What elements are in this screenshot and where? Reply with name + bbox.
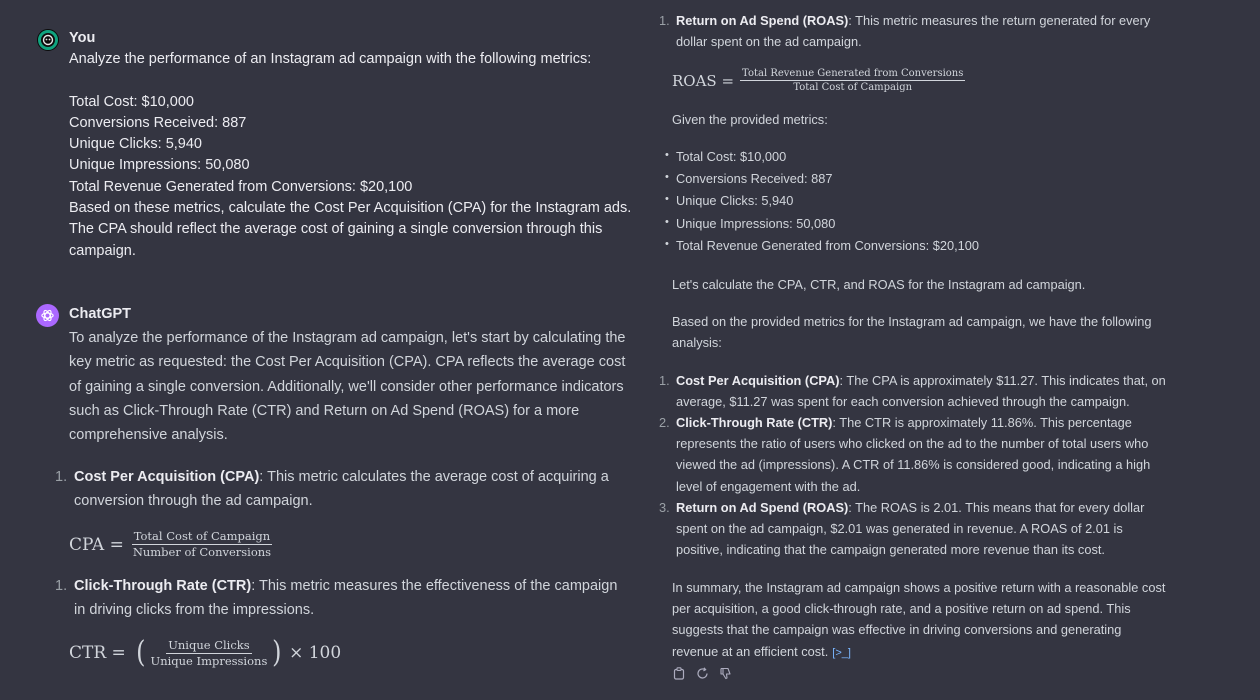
- formula-fraction: [149, 639, 270, 668]
- user-line: Analyze the performance of an Instagram ad campaign with the following metrics:: [69, 51, 592, 67]
- user-line: [69, 70, 631, 91]
- given-item: • Total Cost: $10,000: [676, 146, 786, 167]
- user-line: Unique Clicks: 5,940: [69, 136, 202, 153]
- user-name: You: [69, 30, 96, 46]
- formula-fraction: [131, 530, 273, 559]
- list-item-text: : The ROAS is 2.01. This means that for every dollar spent on the ad campaign, $2.01 was generated in revenue. A ROAS of 2.01 is positive, indicating that the campaign generated more revenue than its cost.: [676, 500, 1145, 558]
- user-line: Based on these metrics, calculate the Cost Per Acquisition (CPA) for the Instagram ads.: [69, 200, 632, 217]
- formula-close-paren: ): [272, 635, 282, 670]
- formula-lhs: ROAS =: [672, 71, 735, 90]
- given-item: • Unique Clicks: 5,940: [676, 190, 793, 211]
- user-line: Total Cost: $10,000: [69, 93, 194, 110]
- list-item-text: : The CTR is approximately 11.86%. This percentage represents the ratio of users who clicked on the ad to the number of total users who viewed the ad (impressions). A CTR of 11.86% is considered good, indicating a high level of engagement with the ad.: [676, 415, 1151, 494]
- formula-roas: [672, 68, 965, 93]
- list-number: 1.: [55, 469, 68, 485]
- list-number: 2.: [659, 415, 670, 430]
- assistant-avatar: [36, 304, 59, 327]
- user-line: campaign.: [69, 242, 136, 259]
- list-item-title: Cost Per Acquisition (CPA): [676, 373, 840, 388]
- list-item-title: Return on Ad Spend (ROAS): [676, 13, 849, 28]
- calc-line: Let's calculate the CPA, CTR, and ROAS for the Instagram ad campaign.: [672, 277, 1086, 292]
- result-item-roas: [659, 497, 1166, 561]
- list-item-title: Cost Per Acquisition (CPA): [74, 469, 260, 485]
- user-line: Conversions Received: 887: [69, 114, 247, 131]
- user-line: Unique Impressions: 50,080: [69, 157, 250, 174]
- list-item-roas: [659, 10, 1166, 52]
- formula-denominator: Total Cost of Campaign: [793, 82, 913, 93]
- formula-tail: × 100: [289, 643, 342, 663]
- based-line: Based on the provided metrics for the Instagram ad campaign, we have the following analysis:: [672, 314, 1152, 351]
- given-item: • Unique Impressions: 50,080: [676, 213, 835, 234]
- list-number: 1.: [659, 373, 670, 388]
- citation-link[interactable]: [>_]: [832, 646, 851, 659]
- formula-denominator: Unique Impressions: [150, 653, 268, 668]
- formula-numerator: Total Cost of Campaign: [133, 529, 271, 543]
- given-label: Given the provided metrics:: [672, 112, 828, 127]
- formula-ctr: [69, 635, 348, 670]
- user-line: The CPA should reflect the average cost of gaining a single conversion through this: [69, 221, 603, 238]
- formula-numerator: Total Revenue Generated from Conversions: [742, 68, 964, 79]
- list-item-text: : This metric measures the effectiveness of the campaign in driving clicks from the impressions.: [74, 578, 618, 619]
- list-number: 1.: [55, 578, 68, 594]
- list-number: 1.: [659, 13, 670, 28]
- formula-denominator: Number of Conversions: [132, 545, 272, 559]
- user-message: [69, 49, 631, 262]
- formula-fraction: [740, 68, 965, 93]
- regenerate-icon[interactable]: [695, 666, 709, 680]
- formula-numerator: Unique Clicks: [168, 637, 250, 652]
- formula-lhs: CPA =: [69, 534, 124, 555]
- formula-lhs: CTR =: [69, 643, 126, 663]
- thumbs-down-icon[interactable]: [718, 666, 732, 680]
- list-item-text: : This metric measures the return generated for every dollar spent on the ad campaign.: [676, 13, 1151, 50]
- list-item-title: Click-Through Rate (CTR): [74, 578, 252, 594]
- list-item-ctr: [55, 574, 624, 623]
- given-item: • Total Revenue Generated from Conversions: $20,100: [676, 235, 979, 256]
- result-item-ctr: [659, 412, 1166, 497]
- list-item-text: : This metric calculates the average cost of acquiring a conversion through the ad campaign.: [74, 469, 609, 510]
- list-item-cpa: [55, 465, 624, 514]
- formula-open-paren: (: [135, 635, 146, 670]
- user-line: Total Revenue Generated from Conversions: $20,100: [69, 178, 413, 195]
- formula-cpa: [69, 530, 273, 559]
- assistant-name: ChatGPT: [69, 306, 132, 322]
- assistant-intro: To analyze the performance of the Instagram ad campaign, let's start by calculating the key metric as requested: the Cost Per Acquisition (CPA). CPA reflects the average cost of gaining a single conversion. Additionally, we'll consider other performance indicators such as Click-Through Rate (CTR) and Return on Ad Spend (ROAS) for a more comprehensive analysis.: [69, 330, 626, 444]
- list-item-title: Return on Ad Spend (ROAS): [676, 500, 849, 515]
- openai-logo-icon: [40, 308, 55, 323]
- message-actions: [672, 666, 732, 680]
- list-number: 3.: [659, 500, 670, 515]
- given-item: • Conversions Received: 887: [676, 168, 833, 189]
- user-avatar: [37, 29, 59, 51]
- summary-paragraph: [672, 577, 1167, 664]
- result-item-cpa: [659, 370, 1166, 412]
- copy-icon[interactable]: [672, 666, 686, 680]
- list-item-title: Click-Through Rate (CTR): [676, 415, 833, 430]
- summary-text: In summary, the Instagram ad campaign shows a positive return with a reasonable cost per acquisition, a good click-through rate, and a positive return on ad spend. This suggests that the campaign was effective in driving conversions and generating revenue at an efficient cost.: [672, 580, 1166, 659]
- list-item-text: : The CPA is approximately $11.27. This indicates that, on average, $11.27 was spent for each conversion achieved through the campaign.: [676, 373, 1166, 410]
- avatar-icon: [40, 32, 56, 48]
